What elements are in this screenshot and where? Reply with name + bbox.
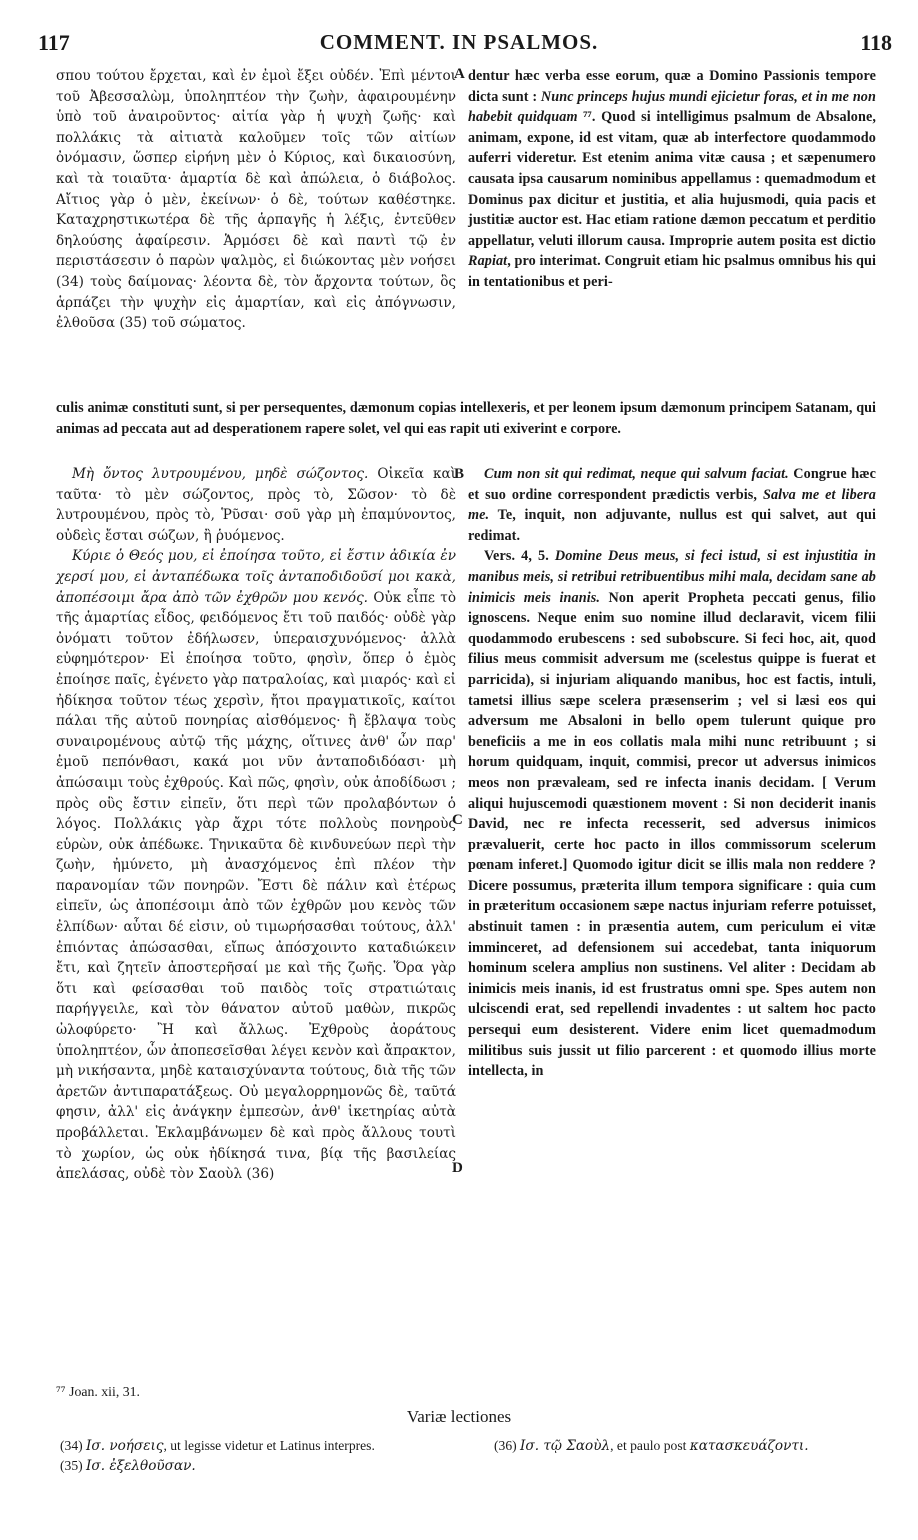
- latin-text-1e: , pro interimat. Congruit etiam hic psalmus omnibus his qui in tentationibus et peri-: [468, 253, 876, 290]
- latin-lemma-2: Cum non sit qui redimat, neque qui salvum faciat.: [484, 466, 789, 482]
- latin-full-paragraph: culis animæ constituti sunt, si per persequentes, dæmonum copias intellexeris, et per leonem ipsum dæmonum principem Satanam, qui animas ad peccata aut ad desperationem rapere solet, vel qui eas rapit uti exiverint e corpore.: [56, 400, 876, 437]
- latin-paragraph-3: [468, 546, 876, 1081]
- greek-paragraph-3: [56, 546, 456, 1184]
- greek-lemma-2: Μὴ ὄντος λυτρουμένου, μηδὲ σώζοντος.: [72, 466, 369, 482]
- greek-text-2: Οἰκεῖα καὶ ταῦτα· τὸ μὲν σώζοντος, πρὸς τὸ, Σῶσον· τὸ δὲ λυτρουμένου, πρὸς τὸ, Ῥῦσαι· σοῦ γὰρ μὴ ἐπαμύνοντος, οὐδεὶς ἔσται σώζων, ἢ ῥυόμενος.: [56, 466, 456, 544]
- margin-letter-c: C: [452, 812, 463, 828]
- latin-column-top: [468, 66, 876, 293]
- apparatus-note-34: [60, 1436, 456, 1456]
- note-36-greek: Ισ. τῷ Σαοὺλ: [520, 1438, 611, 1454]
- apparatus-right: [494, 1436, 880, 1456]
- note-35-greek: Ισ. ἐξελθοῦσαν.: [86, 1458, 196, 1474]
- note-36-number: (36): [494, 1438, 521, 1453]
- latin-quote-2: Salva me et libera me.: [468, 486, 876, 524]
- latin-text-2c: Te, inquit, non adjuvante, nullus est qui salvet, aut qui redimat.: [468, 507, 876, 544]
- latin-text-3: Non aperit Propheta peccati genus, filio ignoscens. Neque enim suo nomine illud declaravit, vicem filii quodammodo erubescens : sed subobscure. Si feci hoc, ait, quod filius meus commisit adversum me (scelestus quippe is fuerat et parricida), si injuriam aliquando manibus, hoc est factis, intuli, tametsi illius sæpe scelera præsenserim ; vel si læsi eos qui adversum me Absaloni in bello opem tulerunt quique pro beneficiis a me in eos collatis mala mihi nunc retribuunt ; si horum quidquam, inquit, commisi, precor ut adversus inimicos meos non prævaleam, sed re infecta inanis decidam. [ Verum aliqui hujuscemodi quæstionem movent : Si non deciderit inanis David, nec re infecta recesserit, sed adversus inimicos prævaluerit, certe hoc pacto in illos commissorum scelerum pœnam inferet.] Quomodo igitur dicit se illis mala non reddere ? Dicere possumus, præterita illum tempora significare : quia cum in præteritum occasionem sæpe nactus injuriam referre potuisset, abstinuit tamen : in præsentia autem, cum periculum ei vitæ imminceret, ad defensionem sui accedebat, tanta iniquorum hominum scelera amplius non sustinens. Vel aliter : Decidam ab inimicis meis inanis, id est frustratus omni spe. Spes autem non ulciscendi erat, sed repellendi invadentes : ut saltem hoc pacto persequi eum desisterent. Videre enim licet quemadmodum militibus suis jussit ut filio parcerent : et quomodo illius morte intellecta, in: [468, 589, 876, 1080]
- apparatus-note-36: [494, 1436, 880, 1456]
- note-34-greek: Ισ. νοήσεις: [86, 1438, 164, 1454]
- note-36-greek-2: κατασκευάζοντι.: [689, 1438, 809, 1454]
- latin-full-width: [56, 398, 876, 439]
- greek-text-3: Οὐκ εἶπε τὸ τῆς ἁμαρτίας εἶδος, φειδόμενος ἔτι τοῦ παιδός· οὐδὲ γὰρ ὀνόματι τοῦτον ἐδήλωσεν, ὑπεραισχυνόμενος· ἀλλὰ εὐφημότερον· Εἰ ἐποίησα τοῦτο, φησὶν, ὅπερ ὁ ἐμὸς ἐποίησε παῖς, ἐγένετο γὰρ πατραλοίας, καὶ μιαρός· καὶ εἰ ἠδίκησα τοῦτον τέως χερσὶν, ἤτοι πραγματικοῖς, καίτοι πάλαι τῆς αὐτοῦ πονηρίας αἰσθόμενος· ἢ ἔβλαψα τοὺς συναιρομένους αὐτῷ τῆς μάχης, οἵτινες ἀνθ' ὧν παρ' ἐμοῦ πεπόνθασι, κακά μοι νῦν ἀνταποδιδόασι· μὴ ἀπώσαιμι τοὺς ἐχθρούς. Καὶ πῶς, φησὶν, οὐκ ἀποδίδωσι ; πρὸς οὓς ἔστιν εἰπεῖν, ὅτι περὶ τῶν προλαβόντων ὁ λόγος. Πολλάκις γὰρ ἄχρι τότε πολλοὺς πονηροὺς εὑρὼν, οὐκ ἀπέδωκε. Τηνικαῦτα δὲ κινδυνεύων περὶ τὴν ζωὴν, ἠμύνετο, μὴ ἀνασχόμενος ἐπὶ πλέον τὴν παρανομίαν τῶν πονηρῶν. Ἔστι δὲ πάλιν καὶ ἑτέρως εἰπεῖν, ὡς ἀποπέσοιμι ἀπὸ τῶν ἐχθρῶν μου κενὸς τῶν ἐλπίδων· αὗται δέ εἰσιν, οὐ τιμωρήσασθαι τούτους, ἀλλ' ἐπιόντας ἀπώσασθαι, εἴπως ἀπόσχοιντο καταδιώκειν ἔτι, καὶ ζητεῖν ἀποστερῆσαί με καὶ τῆς ζωῆς. Ὅρα γὰρ ὅτι καὶ φείσασθαι τοῦ παιδὸς τοῖς στρατιώταις παρήγγειλε, καὶ τὸν θάνατον αὐτοῦ μαθὼν, πικρῶς ὠλοφύρετο· Ἢ καὶ ἄλλως. Ἐχθροὺς ἀοράτους ὑποληπτέον, ὧν ἀποπεσεῖσθαι λέγει κενὸν καὶ ἄπρακτον, μὴ νικήσαντα, μηδὲ καταισχύναντα τούτους, διὰ τῆς τῶν ἀρετῶν ἀντιπαρατάξεως. Οὐ μεγαλορρημονῶς δὲ, ταῦτά φησιν, ἀλλ' εἰς ἀνάγκην ἐμπεσὼν, ἀνθ' ἱκετηρίας αὐτὰ προβάλλεται. Ἐκλαμβάνωμεν δὲ καὶ πρὸς ἄλλους τουτὶ τὸ χωρίον, ὡς οὐκ ἠδίκησά τινα, βίᾳ τῆς βασιλείας ἀπελάσας, οὐδὲ τὸν Σαοὺλ (36): [56, 589, 457, 1183]
- variae-lectiones-title: Variæ lectiones: [406, 1407, 512, 1426]
- margin-letter-b: B: [454, 466, 465, 482]
- latin-quote-1: Nunc princeps hujus mundi ejicietur foras, et in me non habebit quidquam: [468, 88, 876, 126]
- latin-paragraph-2: [468, 464, 876, 546]
- note-34-text: , ut legisse videtur et Latinus interpres.: [163, 1438, 375, 1453]
- apparatus-note-35: [60, 1456, 456, 1476]
- greek-column-top: [56, 66, 456, 334]
- verse-reference: Vers. 4, 5.: [484, 548, 555, 565]
- latin-text-1c: ⁷⁷. Quod si intelligimus psalmum de Absalone, animam, expone, id est vitam, quæ ab interfectore quodammodo auferri videretur. Est etenim anima vitæ causa ; et sæpenumero causata ipsa causarum nominibus appellamus : quemadmodum et Dominus pax dicitur et justitia, et alia hujusmodi, quia pacis et justitiæ auctor est. Hac etiam ratione dæmon peccatum et perditio appellatur, veluti illorum causa. Improprie autem posita est dictio: [468, 109, 876, 249]
- greek-column-bottom: [56, 464, 456, 1185]
- note-34-number: (34): [60, 1438, 87, 1453]
- note-36-text: , et paulo post: [610, 1438, 690, 1453]
- greek-lemma-3: Κύριε ὁ Θεός μου, εἰ ἐποίησα τοῦτο, εἰ ἔστιν ἀδικία ἐν χερσί μου, εἰ ἀνταπέδωκα τοῖς ἀνταποδιδοῦσί μοι κακὰ, ἀποπέσοιμι ἄρα ἀπὸ τῶν ἐχθρῶν μου κενός.: [56, 548, 456, 606]
- margin-letter-a: A: [454, 66, 465, 82]
- greek-paragraph-2: [56, 464, 456, 546]
- note-35-number: (35): [60, 1458, 87, 1473]
- greek-paragraph-1: σπου τούτου ἔρχεται, καὶ ἐν ἐμοὶ ἔξει οὐδέν. Ἐπὶ μέντοι τοῦ Ἀβεσσαλὼμ, ὑποληπτέον τὴν ζωὴν, ἀφαιρουμένην ὑπὸ τοῦ ἀναιροῦντος· αἰτία γὰρ ἡ ψυχὴ ζωῆς· καὶ πολλάκις τὰ αἰτιατὰ καλοῦμεν τοῖς τῶν αἰτίων ὀνόμασιν, ὥσπερ εἰρήνη μὲν ὁ Κύριος, καὶ δικαιοσύνη, καὶ τὰ τοιαῦτα· ἁμαρτία δὲ καὶ ἀπώλεια, ὁ διάβολος. Αἴτιος γὰρ ὁ μὲν, ἐκείνων· ὁ δὲ, τούτων καθέστηκε. Καταχρηστικωτέρα δὲ τῆς ἁρπαγῆς ἡ λέξις, ἐντεῦθεν δηλούσης ἀφαίρεσιν. Ἁρμόσει δὲ καὶ παντὶ τῷ ἐν περιστάσεσιν ὁ παρὼν ψαλμὸς, εἰ διώκοντας μὲν νοήσει (34) τοὺς δαίμονας· λέοντα δὲ, τὸν ἄρχοντα τούτων, ὃς ἁρπάζει τὴν ψυχὴν εἰς ἁμαρτίαν, καὶ εἰς ἀπόγνωσιν, ἐλθοῦσα (35) τοῦ σώματος.: [56, 68, 456, 332]
- margin-letter-d: D: [452, 1160, 463, 1176]
- footnote: ⁷⁷ Joan. xii, 31.: [56, 1384, 140, 1399]
- latin-word-rapiat: Rapiat: [468, 253, 508, 270]
- latin-column-bottom: [468, 464, 876, 1082]
- latin-text-1a: dentur hæc verba esse eorum, quæ a Domino Passionis tempore dicta sunt :: [468, 68, 876, 105]
- latin-paragraph-1: [468, 66, 876, 293]
- latin-text-2a: Congrue hæc et suo ordine correspondent prædictis verbis,: [468, 466, 876, 503]
- apparatus-left: [60, 1436, 456, 1476]
- latin-lemma-3: Domine Deus meus, si feci istud, si est injustitia in manibus meis, si retribui retribuentibus mihi mala, decidam sane ab inimicis meis inanis.: [468, 548, 876, 606]
- page-number-right: 118: [860, 30, 892, 55]
- running-title: COMMENT. IN PSALMOS.: [319, 30, 599, 54]
- page-number-left: 117: [38, 30, 70, 55]
